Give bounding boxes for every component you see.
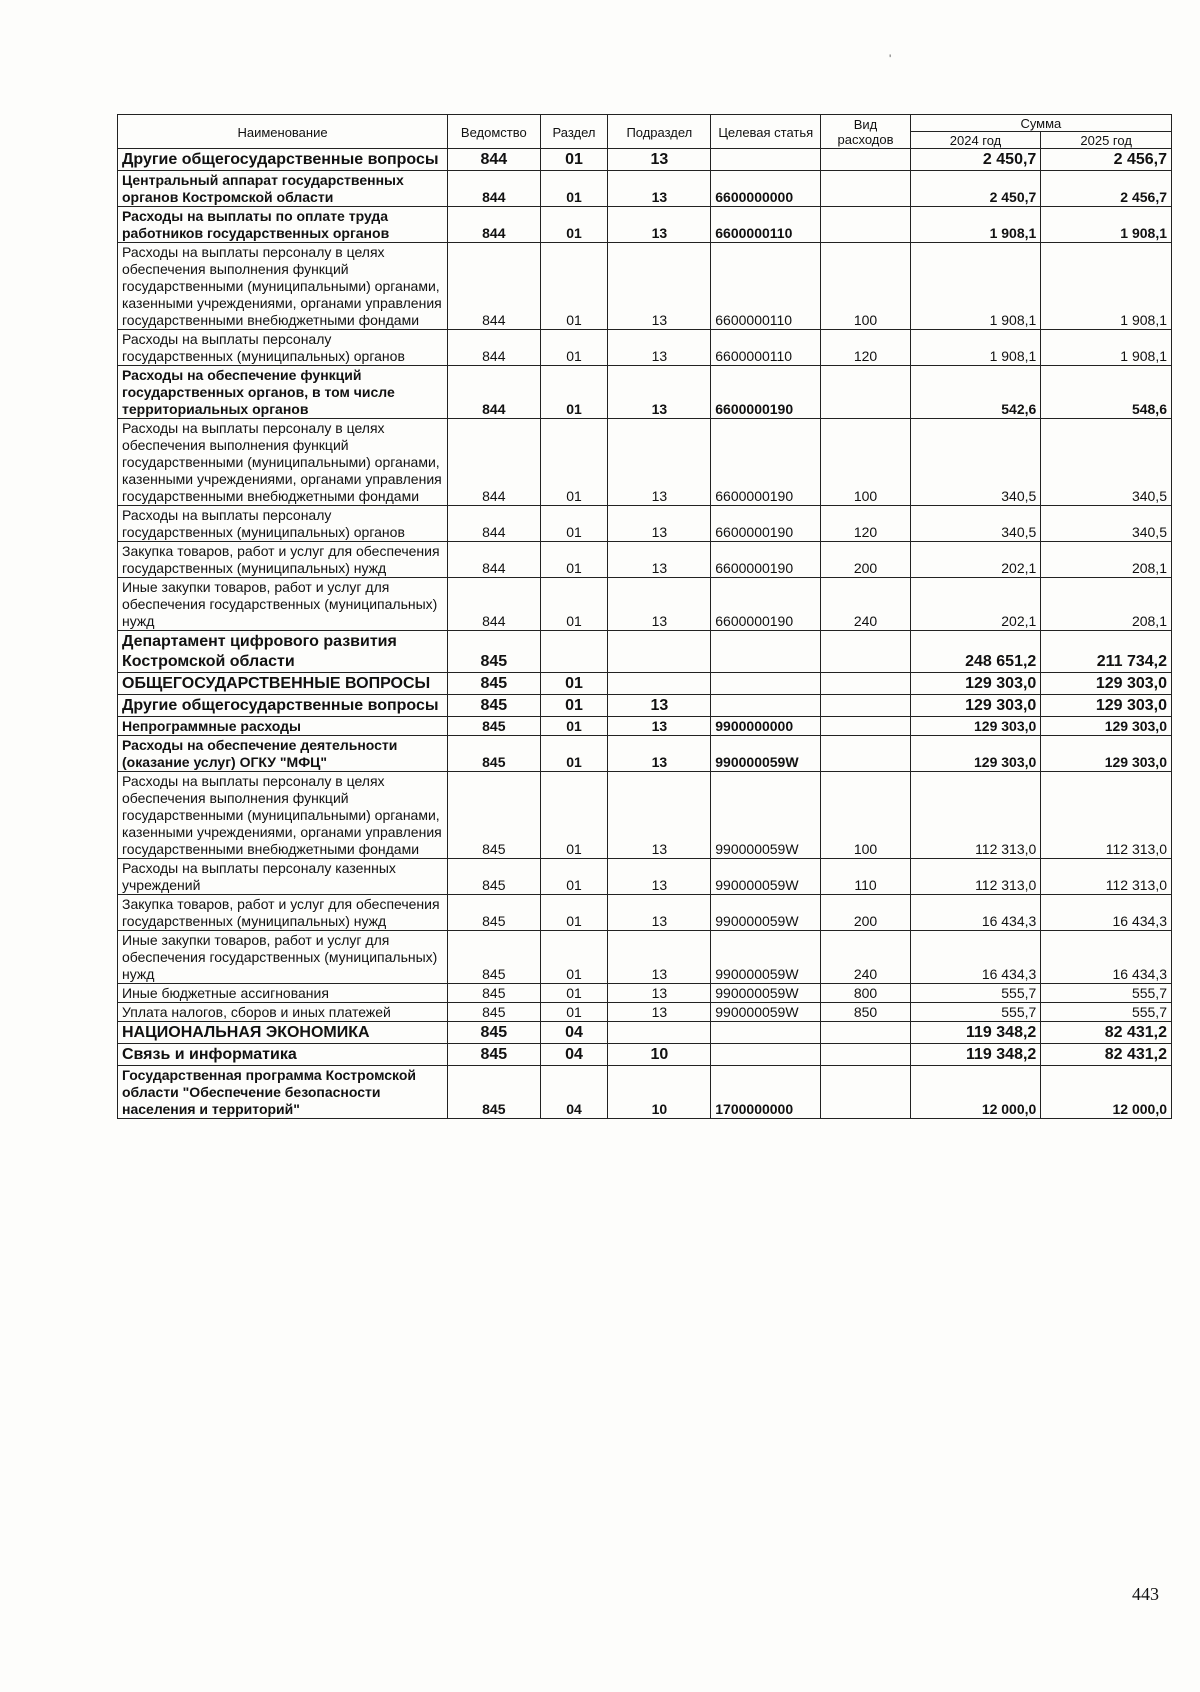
cell-expense-type: 800 (821, 984, 910, 1003)
cell-section: 01 (540, 366, 608, 419)
cell-section: 01 (540, 542, 608, 578)
cell-subsection: 10 (608, 1044, 711, 1066)
cell-subsection (608, 1022, 711, 1044)
cell-target: 990000059W (711, 736, 821, 772)
cell-target: 990000059W (711, 984, 821, 1003)
cell-2025: 1 908,1 (1041, 207, 1172, 243)
cell-subsection: 13 (608, 330, 711, 366)
cell-department: 845 (448, 673, 541, 695)
cell-section: 01 (540, 772, 608, 859)
cell-expense-type: 200 (821, 542, 910, 578)
cell-expense-type: 850 (821, 1003, 910, 1022)
cell-2024: 1 908,1 (910, 207, 1041, 243)
cell-name: Иные бюджетные ассигнования (118, 984, 448, 1003)
cell-subsection: 13 (608, 243, 711, 330)
cell-2025: 82 431,2 (1041, 1022, 1172, 1044)
cell-subsection: 10 (608, 1066, 711, 1119)
cell-section: 01 (540, 243, 608, 330)
cell-name: Расходы на выплаты персоналу в целях обеспечения выполнения функций государственными (муниципальными) органами, казенными учреждениями, органами управления государственными внебюджетными фондами (118, 419, 448, 506)
table-row (118, 207, 1172, 243)
table-row (118, 1022, 1172, 1044)
cell-name: Непрограммные расходы (118, 717, 448, 736)
table-row (118, 859, 1172, 895)
cell-2025: 129 303,0 (1041, 695, 1172, 717)
cell-target: 6600000000 (711, 171, 821, 207)
cell-name: Закупка товаров, работ и услуг для обеспечения государственных (муниципальных) нужд (118, 895, 448, 931)
cell-2025: 129 303,0 (1041, 717, 1172, 736)
cell-subsection: 13 (608, 149, 711, 171)
table-body (118, 149, 1172, 1119)
header-sum: Сумма (910, 115, 1171, 132)
cell-subsection: 13 (608, 542, 711, 578)
cell-2025: 112 313,0 (1041, 772, 1172, 859)
cell-expense-type (821, 631, 910, 673)
table-row (118, 895, 1172, 931)
cell-2025: 12 000,0 (1041, 1066, 1172, 1119)
cell-2024: 555,7 (910, 1003, 1041, 1022)
cell-target (711, 1022, 821, 1044)
cell-2025: 112 313,0 (1041, 859, 1172, 895)
cell-2024: 542,6 (910, 366, 1041, 419)
table-row (118, 695, 1172, 717)
cell-subsection: 13 (608, 578, 711, 631)
cell-target: 990000059W (711, 859, 821, 895)
cell-expense-type (821, 736, 910, 772)
cell-subsection: 13 (608, 717, 711, 736)
table-row (118, 984, 1172, 1003)
table-row (118, 542, 1172, 578)
cell-expense-type: 200 (821, 895, 910, 931)
cell-2025: 340,5 (1041, 506, 1172, 542)
table-row (118, 578, 1172, 631)
table-row (118, 931, 1172, 984)
cell-department: 845 (448, 631, 541, 673)
cell-2024: 202,1 (910, 578, 1041, 631)
cell-subsection: 13 (608, 931, 711, 984)
cell-section: 04 (540, 1044, 608, 1066)
cell-name: Уплата налогов, сборов и иных платежей (118, 1003, 448, 1022)
cell-subsection: 13 (608, 895, 711, 931)
cell-2025: 211 734,2 (1041, 631, 1172, 673)
cell-target: 6600000110 (711, 207, 821, 243)
cell-2025: 555,7 (1041, 1003, 1172, 1022)
cell-expense-type (821, 171, 910, 207)
cell-subsection (608, 631, 711, 673)
cell-target: 990000059W (711, 1003, 821, 1022)
budget-table (117, 114, 1172, 1119)
cell-2024: 2 450,7 (910, 171, 1041, 207)
cell-department: 845 (448, 984, 541, 1003)
cell-subsection: 13 (608, 736, 711, 772)
cell-2025: 16 434,3 (1041, 895, 1172, 931)
cell-2024: 340,5 (910, 419, 1041, 506)
cell-department: 844 (448, 366, 541, 419)
cell-subsection: 13 (608, 419, 711, 506)
cell-name: Иные закупки товаров, работ и услуг для обеспечения государственных (муниципальных) нужд (118, 578, 448, 631)
cell-2025: 129 303,0 (1041, 736, 1172, 772)
cell-expense-type (821, 1022, 910, 1044)
cell-subsection: 13 (608, 506, 711, 542)
cell-department: 844 (448, 207, 541, 243)
cell-department: 844 (448, 578, 541, 631)
cell-2024: 112 313,0 (910, 859, 1041, 895)
cell-department: 844 (448, 171, 541, 207)
cell-2025: 548,6 (1041, 366, 1172, 419)
cell-name: Расходы на выплаты персоналу государственных (муниципальных) органов (118, 330, 448, 366)
cell-department: 845 (448, 1022, 541, 1044)
cell-department: 845 (448, 717, 541, 736)
cell-2024: 12 000,0 (910, 1066, 1041, 1119)
cell-section: 01 (540, 506, 608, 542)
cell-section: 01 (540, 859, 608, 895)
cell-subsection: 13 (608, 171, 711, 207)
cell-subsection: 13 (608, 772, 711, 859)
cell-expense-type (821, 717, 910, 736)
cell-expense-type: 100 (821, 243, 910, 330)
cell-target: 990000059W (711, 772, 821, 859)
cell-2025: 1 908,1 (1041, 243, 1172, 330)
cell-department: 844 (448, 506, 541, 542)
cell-section: 01 (540, 736, 608, 772)
page-mark: ' (889, 52, 892, 66)
cell-expense-type (821, 695, 910, 717)
cell-name: Расходы на выплаты персоналу в целях обеспечения выполнения функций государственными (муниципальными) органами, казенными учреждениями, органами управления государственными внебюджетными фондами (118, 243, 448, 330)
cell-section: 01 (540, 717, 608, 736)
cell-department: 844 (448, 542, 541, 578)
cell-2024: 129 303,0 (910, 695, 1041, 717)
cell-2024: 112 313,0 (910, 772, 1041, 859)
cell-2024: 202,1 (910, 542, 1041, 578)
cell-2024: 1 908,1 (910, 330, 1041, 366)
table-row (118, 171, 1172, 207)
cell-target: 6600000110 (711, 243, 821, 330)
cell-target: 990000059W (711, 895, 821, 931)
cell-name: Связь и информатика (118, 1044, 448, 1066)
cell-2025: 16 434,3 (1041, 931, 1172, 984)
table-row (118, 736, 1172, 772)
cell-target (711, 673, 821, 695)
cell-target: 6600000190 (711, 506, 821, 542)
cell-2025: 2 456,7 (1041, 149, 1172, 171)
cell-target: 9900000000 (711, 717, 821, 736)
cell-department: 845 (448, 772, 541, 859)
cell-subsection: 13 (608, 207, 711, 243)
cell-subsection: 13 (608, 366, 711, 419)
cell-subsection: 13 (608, 859, 711, 895)
cell-expense-type: 240 (821, 578, 910, 631)
table-row (118, 1066, 1172, 1119)
cell-section: 01 (540, 149, 608, 171)
cell-2025: 82 431,2 (1041, 1044, 1172, 1066)
cell-expense-type (821, 149, 910, 171)
cell-section: 01 (540, 330, 608, 366)
cell-expense-type (821, 366, 910, 419)
table-row (118, 717, 1172, 736)
cell-department: 845 (448, 859, 541, 895)
cell-target: 990000059W (711, 931, 821, 984)
cell-target (711, 149, 821, 171)
cell-section: 01 (540, 171, 608, 207)
cell-department: 844 (448, 330, 541, 366)
cell-section: 01 (540, 895, 608, 931)
cell-expense-type (821, 1044, 910, 1066)
cell-subsection: 13 (608, 695, 711, 717)
cell-section: 04 (540, 1066, 608, 1119)
cell-2024: 119 348,2 (910, 1022, 1041, 1044)
cell-department: 844 (448, 419, 541, 506)
cell-department: 845 (448, 1003, 541, 1022)
cell-2025: 129 303,0 (1041, 673, 1172, 695)
header-target: Целевая статья (711, 115, 821, 149)
table-row (118, 366, 1172, 419)
cell-2024: 119 348,2 (910, 1044, 1041, 1066)
cell-2024: 16 434,3 (910, 931, 1041, 984)
cell-2024: 129 303,0 (910, 736, 1041, 772)
cell-expense-type (821, 1066, 910, 1119)
cell-section: 01 (540, 673, 608, 695)
table-row (118, 419, 1172, 506)
table-row (118, 506, 1172, 542)
cell-subsection: 13 (608, 1003, 711, 1022)
cell-name: Центральный аппарат государственных органов Костромской области (118, 171, 448, 207)
cell-expense-type: 120 (821, 506, 910, 542)
cell-department: 845 (448, 695, 541, 717)
cell-section: 01 (540, 931, 608, 984)
cell-target (711, 631, 821, 673)
cell-name: Расходы на выплаты персоналу в целях обеспечения выполнения функций государственными (муниципальными) органами, казенными учреждениями, органами управления государственными внебюджетными фондами (118, 772, 448, 859)
cell-expense-type: 100 (821, 772, 910, 859)
cell-name: Департамент цифрового развития Костромской области (118, 631, 448, 673)
table-row (118, 1044, 1172, 1066)
cell-target: 6600000110 (711, 330, 821, 366)
cell-2024: 1 908,1 (910, 243, 1041, 330)
cell-2024: 555,7 (910, 984, 1041, 1003)
cell-expense-type (821, 207, 910, 243)
cell-name: Другие общегосударственные вопросы (118, 149, 448, 171)
cell-target (711, 695, 821, 717)
cell-target: 6600000190 (711, 542, 821, 578)
cell-target: 6600000190 (711, 366, 821, 419)
table-row (118, 1003, 1172, 1022)
table-row (118, 673, 1172, 695)
table-row (118, 772, 1172, 859)
cell-department: 845 (448, 736, 541, 772)
cell-target (711, 1044, 821, 1066)
cell-name: НАЦИОНАЛЬНАЯ ЭКОНОМИКА (118, 1022, 448, 1044)
cell-2024: 2 450,7 (910, 149, 1041, 171)
cell-name: Другие общегосударственные вопросы (118, 695, 448, 717)
page-number: 443 (1132, 1584, 1159, 1604)
cell-department: 845 (448, 895, 541, 931)
cell-department: 845 (448, 1066, 541, 1119)
cell-department: 845 (448, 1044, 541, 1066)
cell-name: Иные закупки товаров, работ и услуг для обеспечения государственных (муниципальных) нужд (118, 931, 448, 984)
cell-expense-type: 120 (821, 330, 910, 366)
cell-2024: 129 303,0 (910, 717, 1041, 736)
cell-name: Расходы на обеспечение деятельности (оказание услуг) ОГКУ "МФЦ" (118, 736, 448, 772)
cell-subsection (608, 673, 711, 695)
cell-2024: 248 651,2 (910, 631, 1041, 673)
cell-name: Расходы на выплаты по оплате труда работников государственных органов (118, 207, 448, 243)
cell-expense-type: 110 (821, 859, 910, 895)
cell-section: 01 (540, 695, 608, 717)
table-row (118, 631, 1172, 673)
cell-2025: 2 456,7 (1041, 171, 1172, 207)
cell-section: 01 (540, 578, 608, 631)
cell-expense-type: 100 (821, 419, 910, 506)
cell-name: Расходы на выплаты персоналу государственных (муниципальных) органов (118, 506, 448, 542)
cell-section: 04 (540, 1022, 608, 1044)
cell-section: 01 (540, 207, 608, 243)
cell-department: 844 (448, 149, 541, 171)
header-2025: 2025 год (1041, 132, 1172, 149)
cell-2024: 340,5 (910, 506, 1041, 542)
cell-target: 6600000190 (711, 578, 821, 631)
cell-2024: 16 434,3 (910, 895, 1041, 931)
cell-2025: 340,5 (1041, 419, 1172, 506)
cell-section: 01 (540, 1003, 608, 1022)
cell-expense-type: 240 (821, 931, 910, 984)
cell-department: 844 (448, 243, 541, 330)
header-subsection: Подраздел (608, 115, 711, 149)
cell-section (540, 631, 608, 673)
header-section: Раздел (540, 115, 608, 149)
cell-2025: 208,1 (1041, 578, 1172, 631)
cell-section: 01 (540, 984, 608, 1003)
cell-name: Расходы на выплаты персоналу казенных учреждений (118, 859, 448, 895)
cell-name: Расходы на обеспечение функций государственных органов, в том числе территориальных органов (118, 366, 448, 419)
cell-subsection: 13 (608, 984, 711, 1003)
cell-2025: 208,1 (1041, 542, 1172, 578)
cell-target: 6600000190 (711, 419, 821, 506)
cell-2025: 555,7 (1041, 984, 1172, 1003)
cell-target: 1700000000 (711, 1066, 821, 1119)
header-expense-type: Вид расходов (821, 115, 910, 149)
cell-name: ОБЩЕГОСУДАРСТВЕННЫЕ ВОПРОСЫ (118, 673, 448, 695)
header-2024: 2024 год (910, 132, 1041, 149)
table-row (118, 243, 1172, 330)
cell-name: Государственная программа Костромской области "Обеспечение безопасности населения и территорий" (118, 1066, 448, 1119)
cell-section: 01 (540, 419, 608, 506)
header-name: Наименование (118, 115, 448, 149)
cell-2025: 1 908,1 (1041, 330, 1172, 366)
cell-department: 845 (448, 931, 541, 984)
header-department: Ведомство (448, 115, 541, 149)
table-row (118, 149, 1172, 171)
cell-expense-type (821, 673, 910, 695)
cell-name: Закупка товаров, работ и услуг для обеспечения государственных (муниципальных) нужд (118, 542, 448, 578)
cell-2024: 129 303,0 (910, 673, 1041, 695)
header-row (118, 115, 1172, 132)
table-row (118, 330, 1172, 366)
